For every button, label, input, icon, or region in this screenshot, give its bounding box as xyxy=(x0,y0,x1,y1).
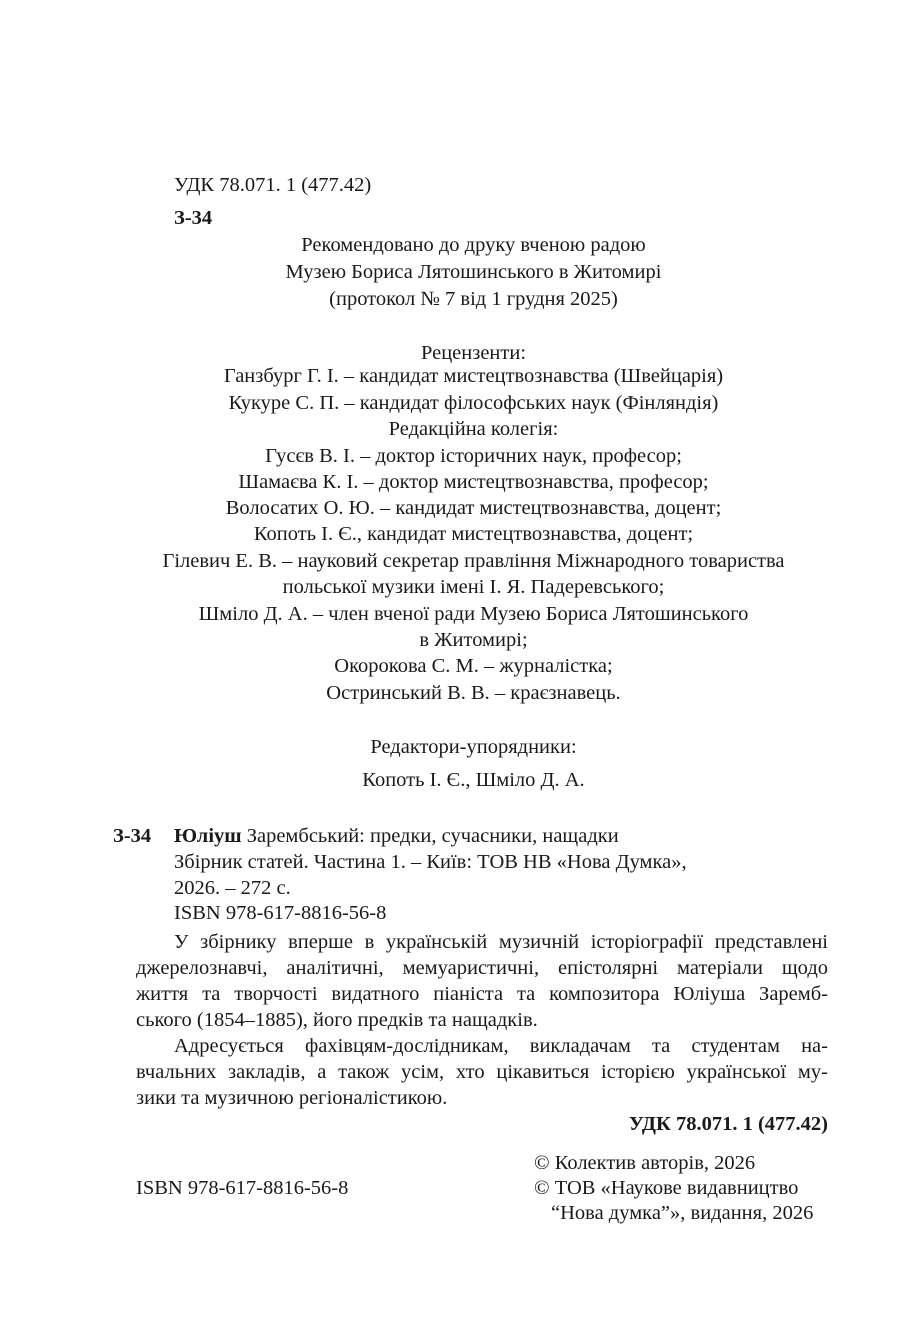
board-member-7: Окорокова С. М. – журналістка; xyxy=(334,655,613,677)
board-member-3: Волосатих О. Ю. – кандидат мистецтвознавства, доцент; xyxy=(225,497,722,519)
editors-names: Копоть І. Є., Шміло Д. А. xyxy=(362,769,585,791)
catalog-isbn: ISBN 978-617-8816-56-8 xyxy=(174,902,387,924)
abstract-1-line-3: життя та творчості видатного піаніста та композитора Юліуша Заремб- xyxy=(136,983,828,1005)
abstract-2-line-3: зики та музичною регіоналістикою. xyxy=(136,1087,448,1109)
reviewer-1: Ганзбург Г. І. – кандидат мистецтвознавства (Швейцарія) xyxy=(223,365,724,387)
recommendation-line-2: Музею Бориса Лятошинського в Житомирі xyxy=(285,261,662,283)
catalog-title-rest: Зарембський: предки, сучасники, нащадки xyxy=(241,825,619,847)
catalog-code: З-34 xyxy=(113,825,152,847)
recommendation-line-1: Рекомендовано до друку вченою радою xyxy=(301,234,646,256)
udc-code-top: УДК 78.071. 1 (477.42) xyxy=(174,174,372,196)
board-member-4: Копоть І. Є., кандидат мистецтвознавства, доцент; xyxy=(253,523,694,545)
catalog-title-author: Юліуш xyxy=(174,825,242,847)
board-member-2: Шамаєва К. І. – доктор мистецтвознавства, професор; xyxy=(238,471,709,493)
udc-code-bottom: УДК 78.071. 1 (477.42) xyxy=(628,1113,828,1135)
recommendation-line-3: (протокол № 7 від 1 грудня 2025) xyxy=(329,288,618,310)
abstract-paragraph-2 xyxy=(136,1033,828,1111)
abstract-1-line-1: У збірнику вперше в українській музичній історіографії представлені xyxy=(174,931,828,953)
board-member-1: Гусєв В. І. – доктор історичних наук, професор; xyxy=(265,445,682,467)
copyright-line-3: “Нова думка”», видання, 2026 xyxy=(551,1202,814,1224)
abstract-2-line-1: Адресується фахівцям-дослідникам, викладачам та студентам на- xyxy=(174,1035,828,1057)
board-member-6-line-1: Шміло Д. А. – член вченої ради Музею Бориса Лятошинського xyxy=(198,603,749,625)
board-member-5-line-2: польської музики імені І. Я. Падеревського; xyxy=(282,576,665,598)
reviewer-2: Кукуре С. П. – кандидат філософських наук (Фінляндія) xyxy=(228,392,719,414)
catalog-line-2: Збірник статей. Частина 1. – Київ: ТОВ НВ «Нова Думка», xyxy=(174,851,687,873)
catalog-title xyxy=(174,823,619,849)
abstract-2-line-2: вчальних закладів, а також усім, хто цікавиться історією української му- xyxy=(136,1061,828,1083)
editors-heading: Редактори-упорядники: xyxy=(370,736,577,758)
isbn-bottom: ISBN 978-617-8816-56-8 xyxy=(136,1177,349,1199)
board-member-6-line-2: в Житомирі; xyxy=(419,629,528,651)
copyright-line-1: © Колектив авторів, 2026 xyxy=(534,1152,756,1174)
abstract-1-line-4: ського (1854–1885), його предків та нащадків. xyxy=(136,1009,538,1031)
board-member-5-line-1: Гілевич Е. В. – науковий секретар правління Міжнародного товариства xyxy=(162,550,785,572)
bbk-code-top: З-34 xyxy=(174,207,213,229)
abstract-1-line-2: джерелознавчі, аналітичні, мемуаристичні, епістолярні матеріали щодо xyxy=(136,957,828,979)
board-member-8: Остринський В. В. – краєзнавець. xyxy=(326,682,621,704)
copyright-line-2: © ТОВ «Наукове видавництво xyxy=(534,1177,799,1199)
abstract-paragraph-1 xyxy=(136,929,828,1033)
reviewers-heading: Рецензенти: xyxy=(420,342,527,364)
board-heading: Редакційна колегія: xyxy=(388,418,559,440)
catalog-line-3: 2026. – 272 с. xyxy=(174,877,291,899)
